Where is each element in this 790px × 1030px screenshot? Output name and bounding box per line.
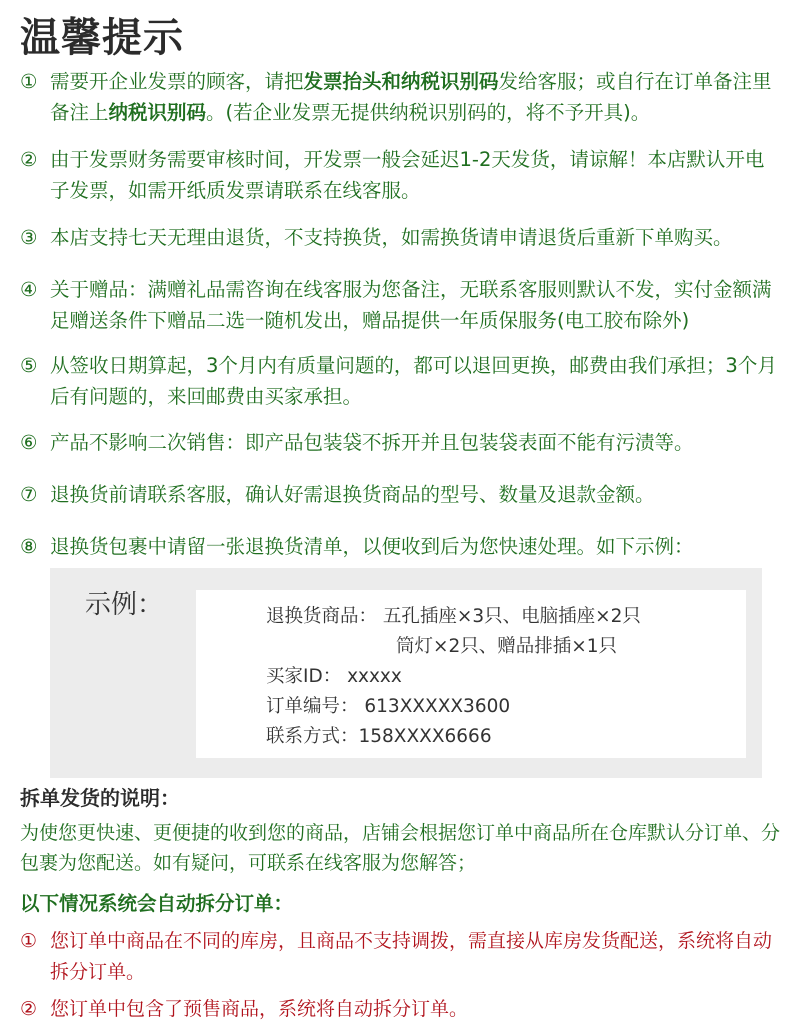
example-label: 示例： — [85, 590, 164, 620]
notice-5 — [20, 350, 780, 412]
notice-8 — [20, 531, 780, 562]
notice-1 — [20, 66, 780, 128]
split-title: 拆单发货的说明： — [20, 786, 180, 810]
notice-number: ② — [20, 148, 38, 171]
example-line-goods: 退换货商品： 五孔插座×3只、电脑插座×2只 — [266, 606, 641, 627]
notice-text: 从签收日期算起，3个月内有质量问题的，都可以退回更换，邮费由我们承担；3个月后有问题的，来回邮费由买家承担。 — [50, 354, 777, 408]
notice-number: ③ — [20, 226, 38, 249]
example-line-goods-cont: 筒灯×2只、赠品排插×1只 — [396, 636, 618, 657]
bold-phrase: 纳税识别码 — [108, 101, 207, 124]
split-description: 为使您更快速、更便捷的收到您的商品，店铺会根据您订单中商品所在仓库默认分订单、分包裹为您配送。如有疑问，可联系在线客服为您解答； — [20, 822, 781, 874]
notice-text: 产品不影响二次销售：即产品包装袋不拆开并且包装袋表面不能有污渍等。 — [50, 431, 694, 454]
notice-2 — [20, 144, 780, 206]
example-line-order-no: 订单编号： 613XXXXX3600 — [266, 696, 511, 717]
example-line-contact: 联系方式：158XXXX6666 — [266, 726, 492, 747]
notice-number: ④ — [20, 278, 38, 301]
notice-number: ① — [20, 70, 38, 93]
notice-text: 需要开企业发票的顾客，请把发票抬头和纳税识别码发给客服；或自行在订单备注里备注上纳税识别码。(若企业发票无提供纳税识别码的，将不予开具)。 — [50, 70, 772, 124]
example-line-buyer-id: 买家ID： xxxxx — [266, 666, 402, 687]
split-item-2 — [20, 994, 780, 1025]
notice-text: 由于发票财务需要审核时间，开发票一般会延迟1-2天发货，请谅解！本店默认开电子发票，如需开纸质发票请联系在线客服。 — [50, 148, 765, 202]
notice-text: 关于赠品：满赠礼品需咨询在线客服为您备注，无联系客服则默认不发，实付金额满足赠送条件下赠品二选一随机发出，赠品提供一年质保服务(电工胶布除外) — [50, 278, 772, 332]
example-box — [50, 568, 762, 778]
example-card — [196, 590, 746, 758]
notice-4 — [20, 274, 780, 336]
notice-number: ⑦ — [20, 483, 38, 506]
notice-7 — [20, 479, 780, 510]
split-item-number: ① — [20, 930, 38, 952]
auto-split-title: 以下情况系统会自动拆分订单： — [20, 892, 294, 915]
notice-number: ⑥ — [20, 431, 38, 454]
split-item-text: 您订单中商品在不同的库房，且商品不支持调拨，需直接从库房发货配送，系统将自动拆分订单。 — [50, 930, 773, 983]
notice-text: 本店支持七天无理由退货，不支持换货，如需换货请申请退货后重新下单购买。 — [50, 226, 733, 249]
notice-text: 退换货前请联系客服，确认好需退换货商品的型号、数量及退款金额。 — [50, 483, 655, 506]
page-title: 温馨提示 — [20, 15, 184, 61]
notice-text: 退换货包裹中请留一张退换货清单，以便收到后为您快速处理。如下示例： — [50, 535, 694, 558]
split-item-number: ② — [20, 998, 38, 1020]
notice-3 — [20, 222, 780, 253]
notice-6 — [20, 427, 780, 458]
split-item-1 — [20, 926, 780, 988]
bold-phrase: 发票抬头和纳税识别码 — [303, 70, 499, 93]
notice-number: ⑧ — [20, 535, 38, 558]
split-item-text: 您订单中包含了预售商品，系统将自动拆分订单。 — [50, 998, 469, 1020]
notice-number: ⑤ — [20, 354, 38, 377]
